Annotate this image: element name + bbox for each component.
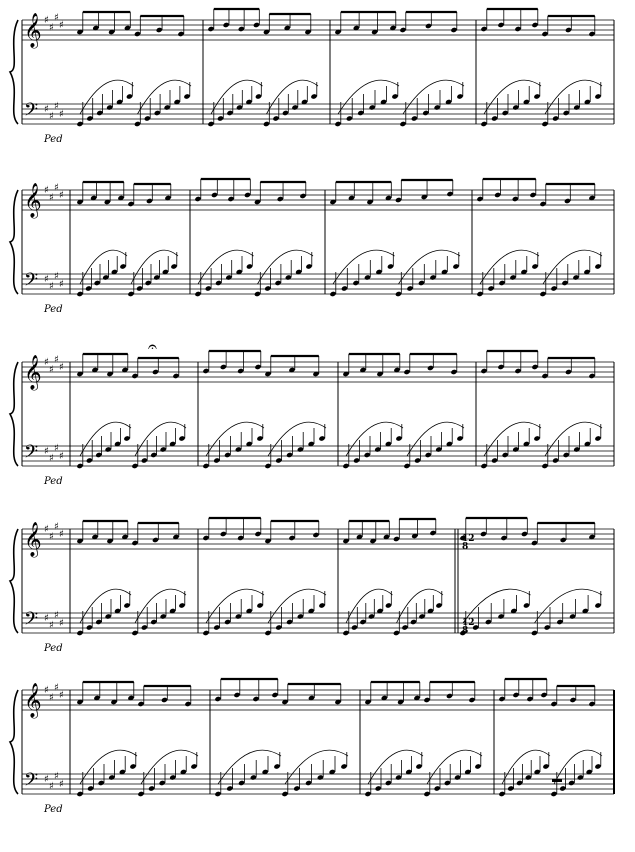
key-sharp: ♯ xyxy=(54,682,59,694)
key-sharp: ♯ xyxy=(49,620,54,631)
key-sharp: ♯ xyxy=(49,364,54,376)
key-sharp: ♯ xyxy=(44,274,49,285)
key-sharp: ♯ xyxy=(54,610,59,621)
key-sharp: ♯ xyxy=(54,271,59,282)
pedal-mark: Ped xyxy=(44,134,63,145)
key-sharp: ♯ xyxy=(54,12,59,24)
key-sharp: ♯ xyxy=(54,771,59,782)
key-sharp: ♯ xyxy=(59,529,64,540)
treble-clef: 𝄞 xyxy=(24,183,42,218)
key-sharp: ♯ xyxy=(59,618,64,629)
key-sharp: ♯ xyxy=(59,451,64,462)
bass-clef: 𝄢 xyxy=(24,100,39,125)
key-sharp: ♯ xyxy=(59,362,64,373)
key-sharp: ♯ xyxy=(49,281,54,292)
key-sharp: ♯ xyxy=(44,446,49,457)
system-brace xyxy=(10,529,18,633)
bass-clef: 𝄢 xyxy=(24,609,39,634)
key-sharp: ♯ xyxy=(54,443,59,454)
time-signature-bottom: 8 xyxy=(462,542,469,552)
pedal-mark: Ped xyxy=(44,304,63,315)
time-signature-top: 12 xyxy=(462,534,475,544)
pedal-mark: Ped xyxy=(44,476,63,487)
key-sharp: ♯ xyxy=(49,453,54,464)
key-sharp: ♯ xyxy=(49,111,54,122)
key-sharp: ♯ xyxy=(49,22,54,34)
treble-clef: 𝄞 xyxy=(24,522,42,557)
treble-clef: 𝄞 xyxy=(24,355,42,390)
key-sharp: ♯ xyxy=(59,779,64,790)
key-sharp: ♯ xyxy=(49,531,54,543)
fermata: 𝄐 xyxy=(148,337,157,356)
key-sharp: ♯ xyxy=(44,774,49,785)
key-sharp: ♯ xyxy=(44,613,49,624)
pedal-mark: Ped xyxy=(44,643,63,654)
treble-clef: 𝄞 xyxy=(24,683,42,718)
key-sharp: ♯ xyxy=(54,182,59,194)
system-brace xyxy=(10,20,18,124)
key-sharp: ♯ xyxy=(49,781,54,792)
time-signature-bottom: 8 xyxy=(462,626,469,636)
key-sharp: ♯ xyxy=(44,357,49,368)
key-sharp: ♯ xyxy=(54,354,59,366)
system-brace xyxy=(10,690,18,794)
system-brace xyxy=(10,362,18,466)
key-sharp: ♯ xyxy=(44,104,49,115)
time-signature-top: 12 xyxy=(462,618,475,628)
key-sharp: ♯ xyxy=(49,692,54,704)
system-brace xyxy=(10,190,18,294)
key-sharp: ♯ xyxy=(54,101,59,112)
bass-clef: 𝄢 xyxy=(24,770,39,795)
whole-rest xyxy=(552,779,562,782)
key-sharp: ♯ xyxy=(54,521,59,533)
key-sharp: ♯ xyxy=(59,190,64,201)
key-sharp: ♯ xyxy=(44,185,49,196)
key-sharp: ♯ xyxy=(59,109,64,120)
bass-clef: 𝄢 xyxy=(24,270,39,295)
pedal-mark: Ped xyxy=(44,804,63,815)
key-sharp: ♯ xyxy=(59,690,64,701)
treble-clef: 𝄞 xyxy=(24,13,42,48)
bass-clef: 𝄢 xyxy=(24,442,39,467)
key-sharp: ♯ xyxy=(44,685,49,696)
key-sharp: ♯ xyxy=(59,20,64,31)
key-sharp: ♯ xyxy=(44,15,49,26)
key-sharp: ♯ xyxy=(44,524,49,535)
key-sharp: ♯ xyxy=(59,279,64,290)
key-sharp: ♯ xyxy=(49,192,54,204)
